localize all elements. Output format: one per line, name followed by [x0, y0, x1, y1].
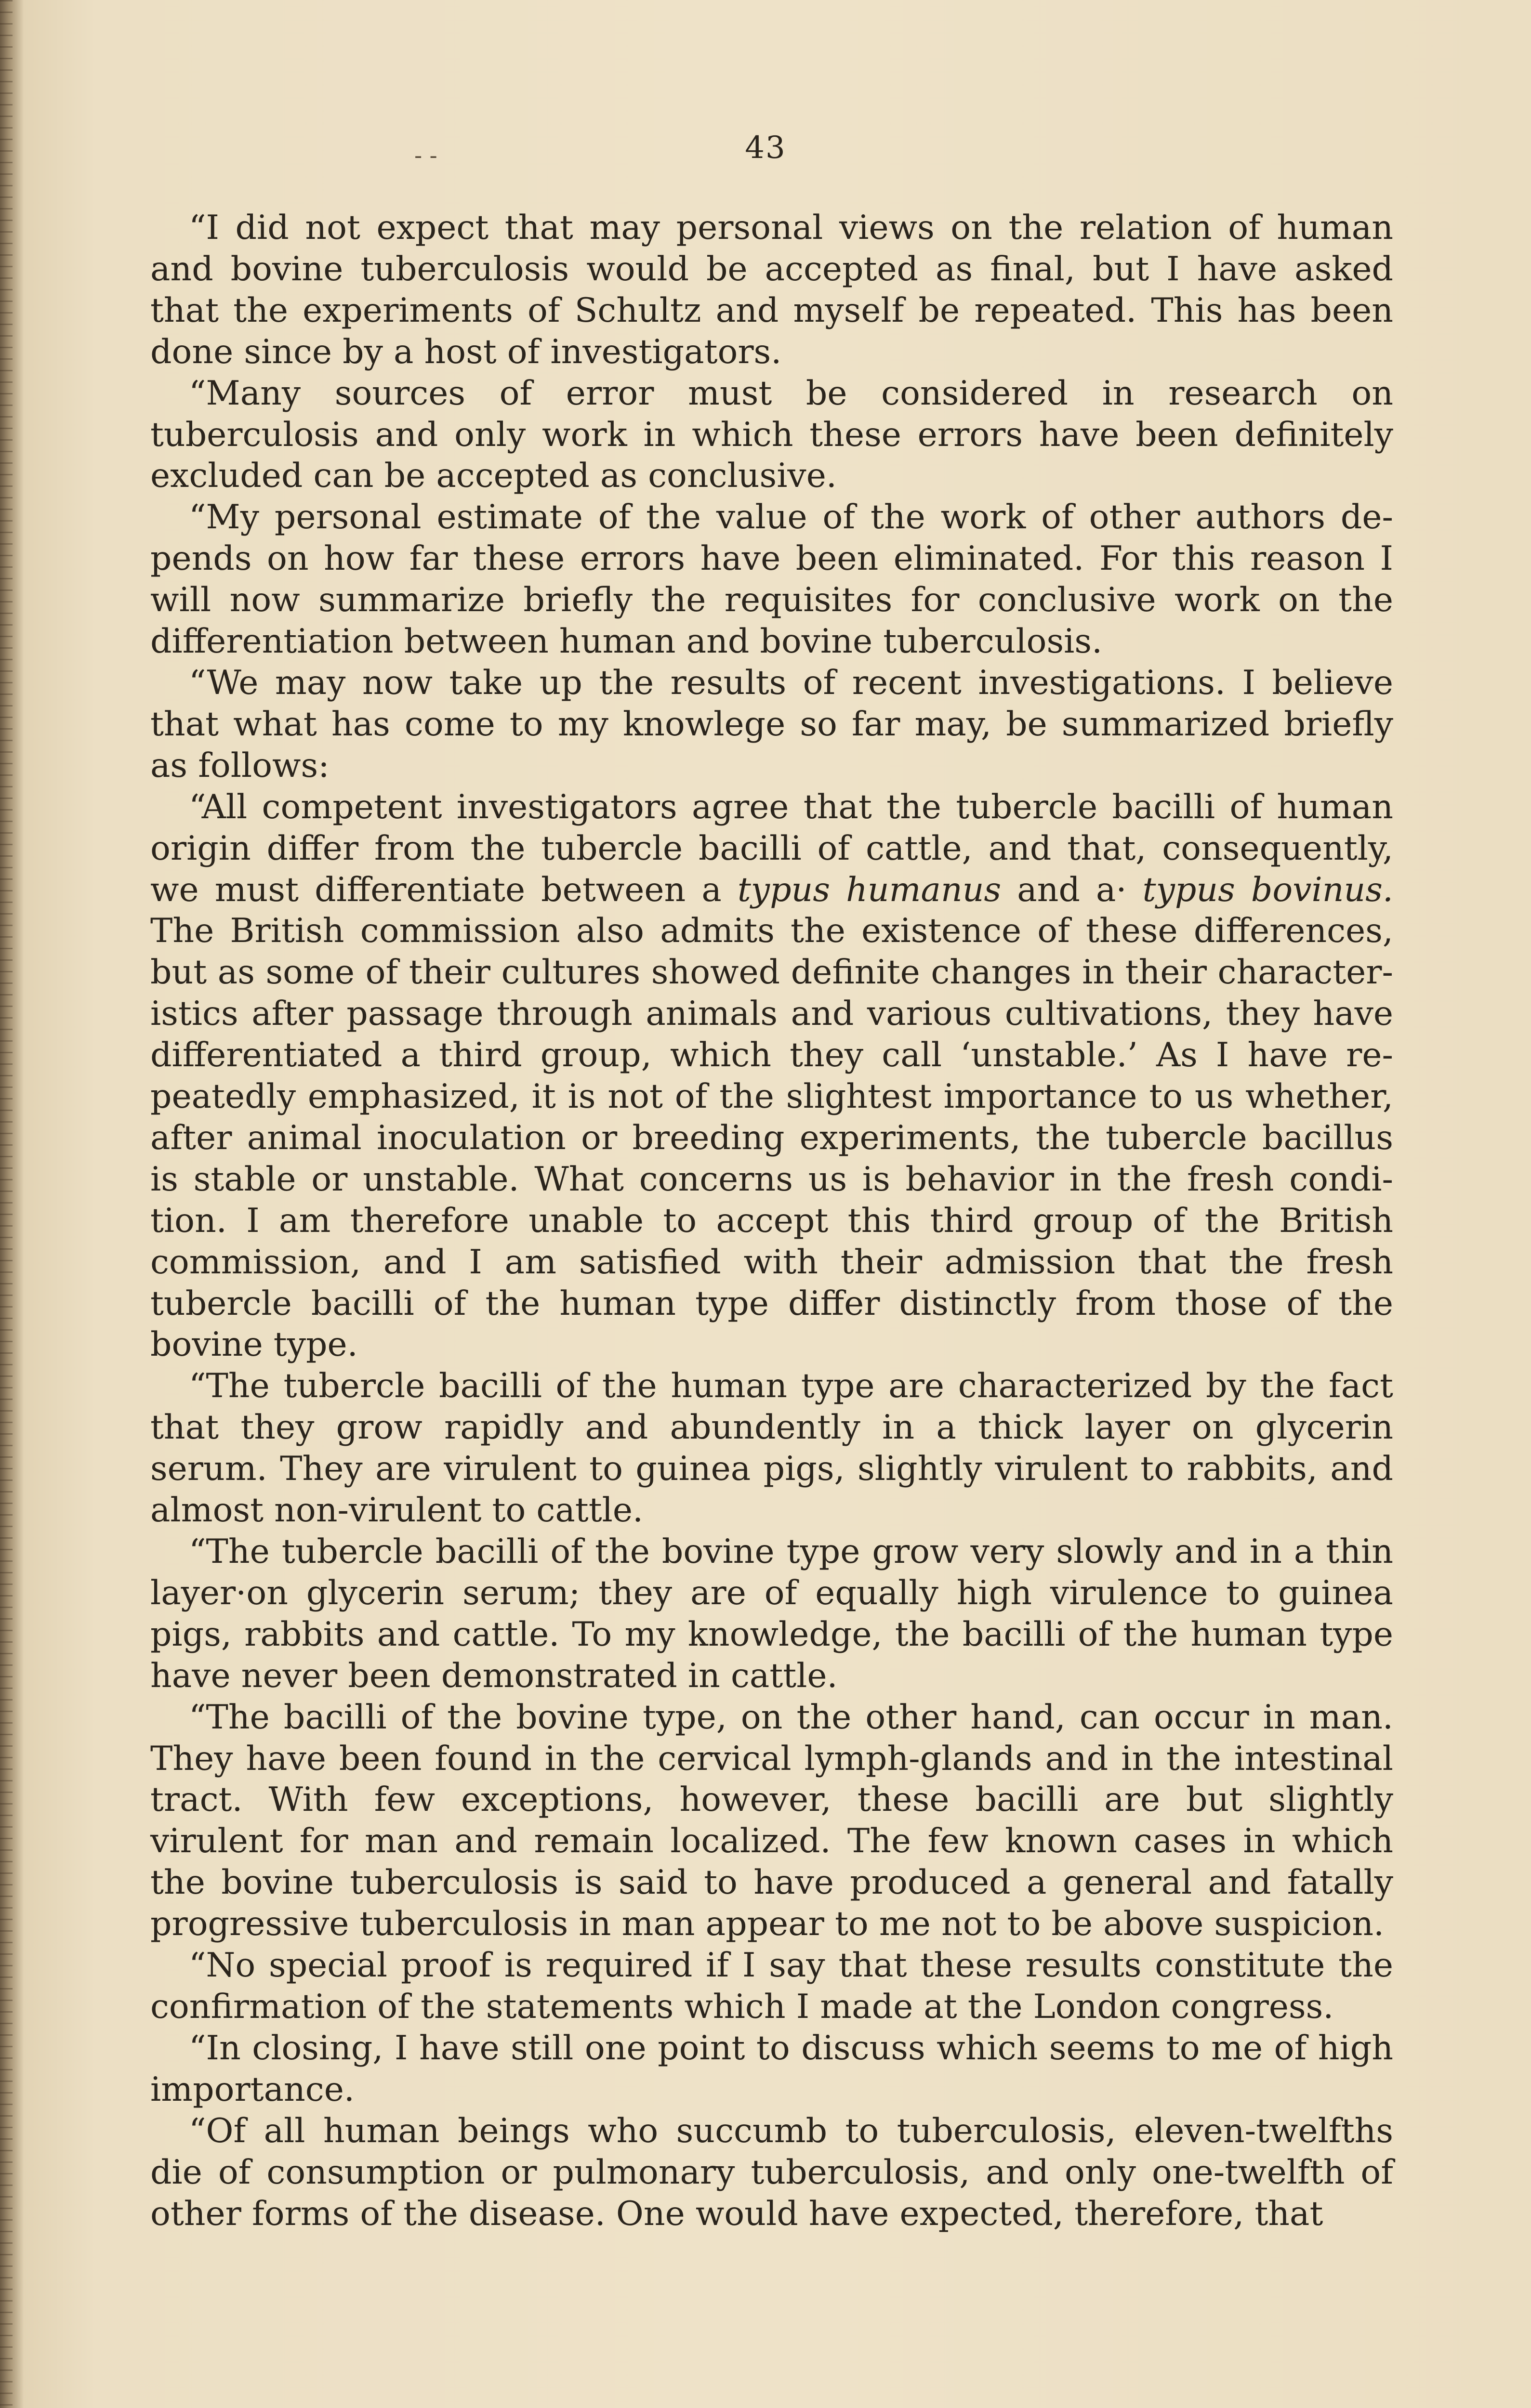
- paragraph-text: and a·: [1001, 870, 1143, 909]
- paragraph: [150, 207, 1393, 373]
- italic-text: typus bovinus.: [1142, 870, 1393, 909]
- paragraph: [150, 1365, 1393, 1531]
- paragraph: [150, 497, 1393, 662]
- paragraph-text: “My personal estimate of the value of the work of other authors depends on how far these errors have been eliminated. For this reason I will now summarize briefly the requisites for conclusive work on the differentiation between human and bovine tuberculosis.: [150, 497, 1393, 661]
- paragraph-text: “Of all human beings who succumb to tuberculosis, eleven-twelfths die of consumption or pulmonary tuberculosis, and only one-twelfth of other forms of the disease. One would have expected, therefore, that: [150, 2111, 1393, 2233]
- paragraph: [150, 373, 1393, 497]
- paragraph: [150, 2110, 1393, 2235]
- paragraph: [150, 786, 1393, 1366]
- paragraph: [150, 1531, 1393, 1697]
- italic-text: typus humanus: [737, 870, 1002, 909]
- paragraph-text: The British commission also admits the existence of these differences, but as some of their cultures showed definite changes in their characteristics after passage through animals and various cultivations, they have differentiated a third group, which they call ‘unstable.’ As I have repeatedly emphasized, it is not of the slightest importance to us whether, after animal inoculation or breeding experiments, the tubercle bacillus is stable or unstable. What concerns us is behavior in the fresh condition. I am therefore unable to accept this third group of the British commission, and I am satisfied with their admission that the fresh tubercle bacilli of the human type differ distinctly from those of the bovine type.: [150, 911, 1393, 1364]
- paragraph-text: “No special proof is required if I say that these results constitute the confirmation of the statements which I made at the London congress.: [150, 1946, 1393, 2026]
- paragraph-text: “Many sources of error must be considered in research on tuberculosis and only work in which these errors have been definitely excluded can be accepted as conclusive.: [150, 373, 1393, 496]
- paragraph-text: “All competent investigators agree that the tubercle bacilli of human origin differ from the tubercle bacilli of cattle, and that, consequently, we must differentiate between a: [150, 787, 1393, 909]
- paragraph-text: “I did not expect that may personal views on the relation of human and bovine tuberculosis would be accepted as final, but I have asked that the experiments of Schultz and myself be repeated. This has been done since by a host of investigators.: [150, 208, 1393, 371]
- paragraph-text: “In closing, I have still one point to discuss which seems to me of high importance.: [150, 2028, 1393, 2109]
- paragraph: [150, 1945, 1393, 2028]
- margin-mark: - -: [414, 142, 437, 169]
- body-text: [150, 207, 1393, 2234]
- paragraph-text: “The tubercle bacilli of the human type are characterized by the fact that they grow rapidly and abundently in a thick layer on glycerin serum. They are virulent to guinea pigs, slightly virulent to rabbits, and almost non-virulent to cattle.: [150, 1366, 1393, 1530]
- paragraph-text: “The bacilli of the bovine type, on the other hand, can occur in man. They have been found in the cervical lymph-glands and in the intestinal tract. With few exceptions, however, these bacilli are but slightly virulent for man and remain localized. The few known cases in which the bovine tuberculosis is said to have produced a general and fatally progressive tuberculosis in man appear to me not to be above suspicion.: [150, 1697, 1393, 1944]
- paragraph: [150, 2028, 1393, 2110]
- paragraph-text: “The tubercle bacilli of the bovine type grow very slowly and in a thin layer·on glycerin serum; they are of equally high virulence to guinea pigs, rabbits and cattle. To my knowledge, the bacilli of the human type have never been demonstrated in cattle.: [150, 1532, 1393, 1695]
- binding-gutter: [0, 0, 13, 2408]
- paragraph: [150, 662, 1393, 786]
- paragraph-text: “We may now take up the results of recent investigations. I believe that what has come to my knowlege so far may, be summarized briefly as follows:: [150, 663, 1393, 785]
- page-number: 43: [745, 130, 786, 166]
- paragraph: [150, 1697, 1393, 1945]
